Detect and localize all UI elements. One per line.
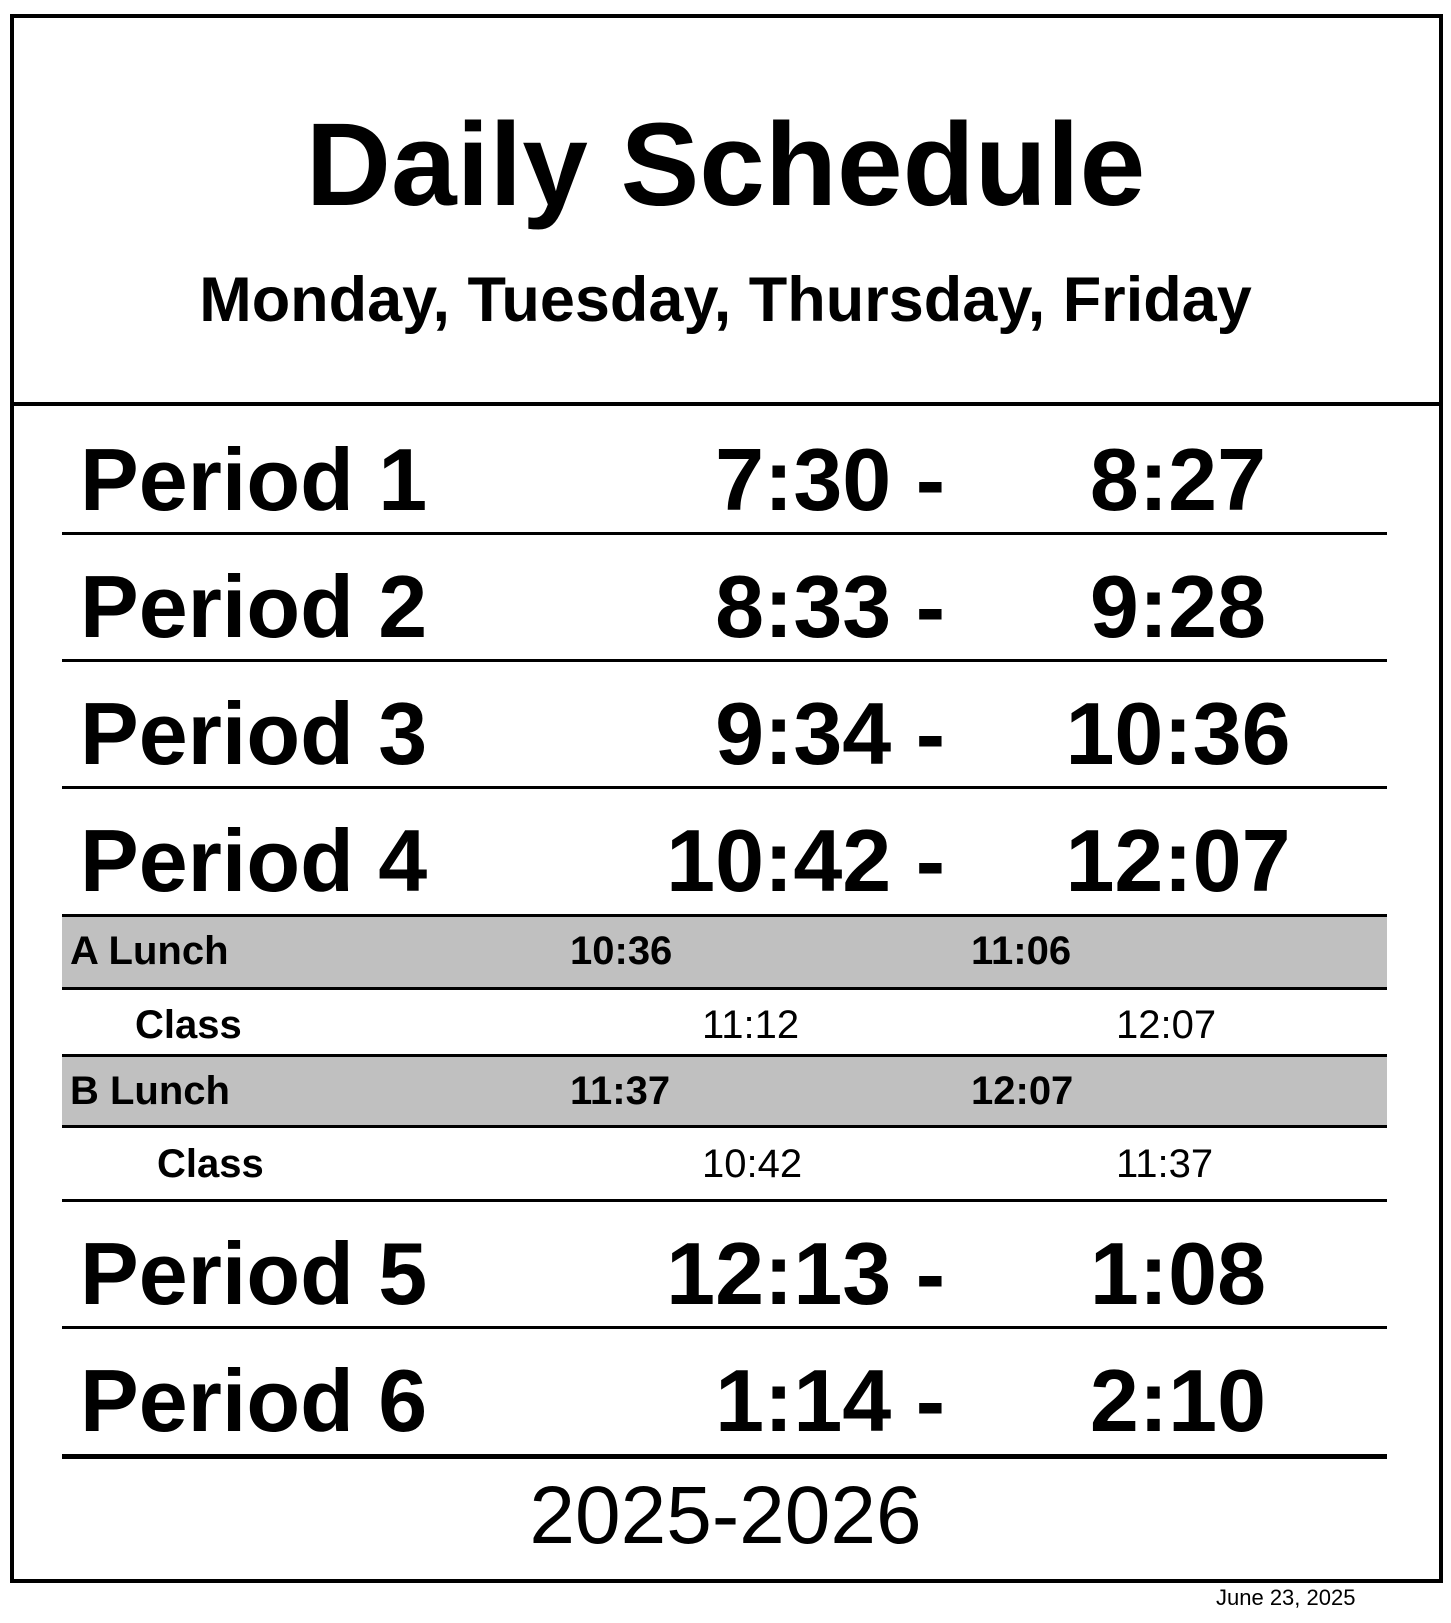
period-start: 10:42 - bbox=[666, 811, 945, 910]
period-label: Period 6 bbox=[80, 1351, 428, 1450]
period-row bbox=[0, 1219, 1451, 1329]
period-row bbox=[0, 1346, 1451, 1456]
class-label: Class bbox=[157, 1142, 264, 1186]
days-subtitle: Monday, Tuesday, Thursday, Friday bbox=[199, 265, 1252, 335]
period-row bbox=[0, 679, 1451, 789]
period-end: 2:10 bbox=[1089, 1351, 1267, 1450]
class-start: 11:12 bbox=[702, 1003, 800, 1047]
period-start: 7:30 - bbox=[715, 430, 945, 529]
period-end: 1:08 bbox=[1089, 1224, 1267, 1323]
lunch-label: A Lunch bbox=[70, 929, 229, 973]
row-divider bbox=[62, 659, 1387, 662]
period-row bbox=[0, 806, 1451, 916]
period-label: Period 5 bbox=[80, 1224, 428, 1323]
period-start: 9:34 - bbox=[715, 684, 945, 783]
row-divider bbox=[62, 786, 1387, 789]
b-lunch-row bbox=[0, 1056, 1451, 1126]
period-start: 12:13 - bbox=[666, 1224, 945, 1323]
lunch-start: 11:37 bbox=[570, 1069, 671, 1113]
period-end: 10:36 bbox=[1065, 684, 1291, 783]
period-row bbox=[0, 425, 1451, 535]
period-label: Period 2 bbox=[80, 557, 428, 656]
period-start: 1:14 - bbox=[715, 1351, 945, 1450]
lunch-end: 11:06 bbox=[971, 929, 1072, 973]
bottom-divider bbox=[62, 1454, 1387, 1459]
period-end: 9:28 bbox=[1089, 557, 1267, 656]
class-start: 10:42 bbox=[702, 1142, 803, 1186]
period-label: Period 3 bbox=[80, 684, 428, 783]
period-row bbox=[0, 552, 1451, 662]
b-lunch-class-row bbox=[0, 1129, 1451, 1199]
period-label: Period 1 bbox=[80, 430, 428, 529]
a-lunch-class-row bbox=[0, 990, 1451, 1060]
period-end: 8:27 bbox=[1089, 430, 1267, 529]
revision-date: June 23, 2025 bbox=[1216, 1585, 1356, 1610]
row-divider bbox=[62, 1199, 1387, 1202]
lunch-start: 10:36 bbox=[570, 929, 673, 973]
row-divider bbox=[62, 1125, 1387, 1128]
lunch-label: B Lunch bbox=[70, 1069, 230, 1113]
lunch-end: 12:07 bbox=[971, 1069, 1074, 1113]
page-title: Daily Schedule bbox=[305, 99, 1146, 231]
period-label: Period 4 bbox=[80, 811, 428, 910]
row-divider bbox=[62, 532, 1387, 535]
school-year: 2025-2026 bbox=[529, 1470, 922, 1561]
class-end: 11:37 bbox=[1116, 1142, 1214, 1186]
class-label: Class bbox=[135, 1003, 242, 1047]
header-divider bbox=[10, 402, 1441, 406]
a-lunch-row bbox=[0, 916, 1451, 986]
row-divider bbox=[62, 1326, 1387, 1329]
period-start: 8:33 - bbox=[715, 557, 945, 656]
period-end: 12:07 bbox=[1065, 811, 1291, 910]
class-end: 12:07 bbox=[1116, 1003, 1217, 1047]
